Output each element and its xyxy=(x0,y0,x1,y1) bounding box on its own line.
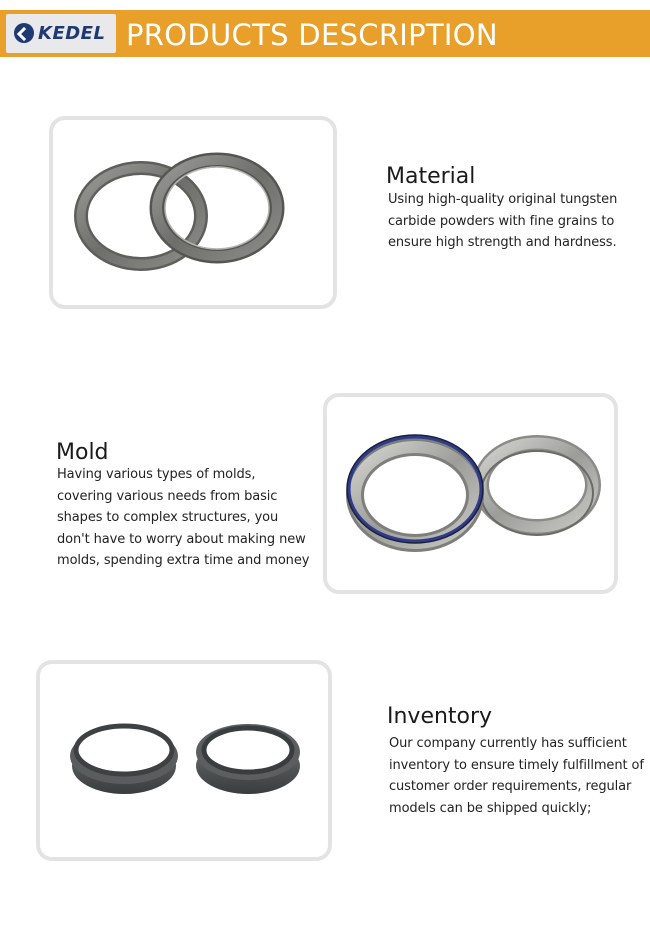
mold-image-frame xyxy=(323,393,618,594)
grooved-seal-rings-icon xyxy=(327,397,614,590)
two-tungsten-carbide-rings-icon xyxy=(53,120,333,305)
logo-mark-icon xyxy=(14,23,34,43)
text-line: inventory to ensure timely fulfillment of xyxy=(389,757,644,773)
section-title-material: Material xyxy=(386,164,476,189)
text-line: covering various needs from basic xyxy=(57,488,278,504)
text-line: carbide powders with fine grains to xyxy=(388,213,615,229)
text-line: models can be shipped quickly; xyxy=(389,800,592,816)
header-banner xyxy=(0,10,650,57)
logo[interactable] xyxy=(6,14,116,53)
text-line: Our company currently has sufficient xyxy=(389,736,627,751)
text-line: Having various types of molds, xyxy=(57,467,256,482)
section-body-mold xyxy=(57,464,309,572)
inventory-image-frame xyxy=(36,660,332,861)
text-line: molds, spending extra time and money xyxy=(57,553,310,568)
stepped-seal-rings-icon xyxy=(40,664,328,857)
text-line: Using high-quality original tungsten xyxy=(388,192,618,207)
section-body-inventory xyxy=(389,733,644,819)
text-line: shapes to complex structures, you xyxy=(57,510,279,525)
logo-text: KEDEL xyxy=(38,23,106,44)
section-body-material xyxy=(388,189,617,254)
text-line: don't have to worry about making new xyxy=(57,531,306,547)
section-title-mold: Mold xyxy=(56,440,109,465)
material-image-frame xyxy=(49,116,337,309)
page-title: PRODUCTS DESCRIPTION xyxy=(126,18,498,52)
text-line: ensure high strength and hardness. xyxy=(388,235,617,250)
text-line: customer order requirements, regular xyxy=(389,779,632,794)
section-title-inventory: Inventory xyxy=(387,704,493,729)
